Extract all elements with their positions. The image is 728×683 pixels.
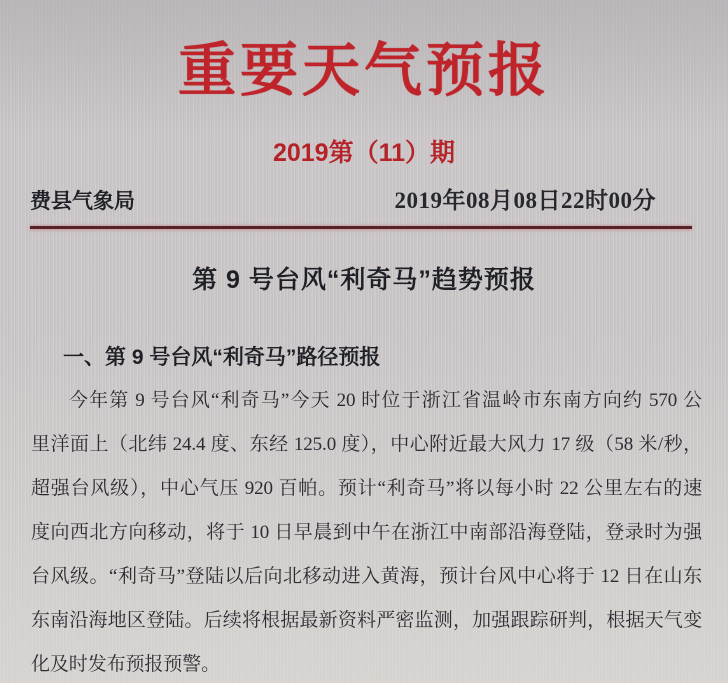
agency-name: 费县气象局 — [30, 190, 135, 213]
bulletin-title: 重要天气预报 — [177, 38, 550, 103]
paragraph-line: 里洋面上（北纬 24.4 度、东经 125.0 度），中心附近最大风力 17 级（58 米/秒， — [31, 434, 702, 456]
paragraph-line: 东南沿海地区登陆。后续将根据最新资料严密监测，加强跟踪研判，根据天气变 — [31, 610, 702, 632]
meta-row — [0, 182, 728, 215]
issue-number: 2019第（11）期 — [272, 139, 456, 167]
forecast-paragraph — [31, 379, 702, 683]
paragraph-line: 化及时发布预报预警。 — [31, 654, 221, 676]
paragraph-line: 今年第 9 号台风“利奇马”今天 20 时位于浙江省温岭市东南方向约 570 公 — [69, 390, 702, 412]
publish-datetime: 2019年08月08日22时00分 — [394, 188, 656, 213]
paragraph-line: 度向西北方向移动，将于 10 日早晨到中午在浙江中南部沿海登陆，登录时为强 — [31, 522, 702, 544]
paragraph-line: 台风级。“利奇马”登陆以后向北移动进入黄海，预计台风中心将于 12 日在山东 — [31, 566, 702, 588]
section-heading: 一、第 9 号台风“利奇马”路径预报 — [63, 346, 381, 369]
paragraph-line: 超强台风级），中心气压 920 百帕。预计“利奇马”将以每小时 22 公里左右的速 — [31, 478, 702, 500]
forecast-title: 第 9 号台风“利奇马”趋势预报 — [192, 266, 536, 294]
header-divider — [30, 226, 692, 229]
